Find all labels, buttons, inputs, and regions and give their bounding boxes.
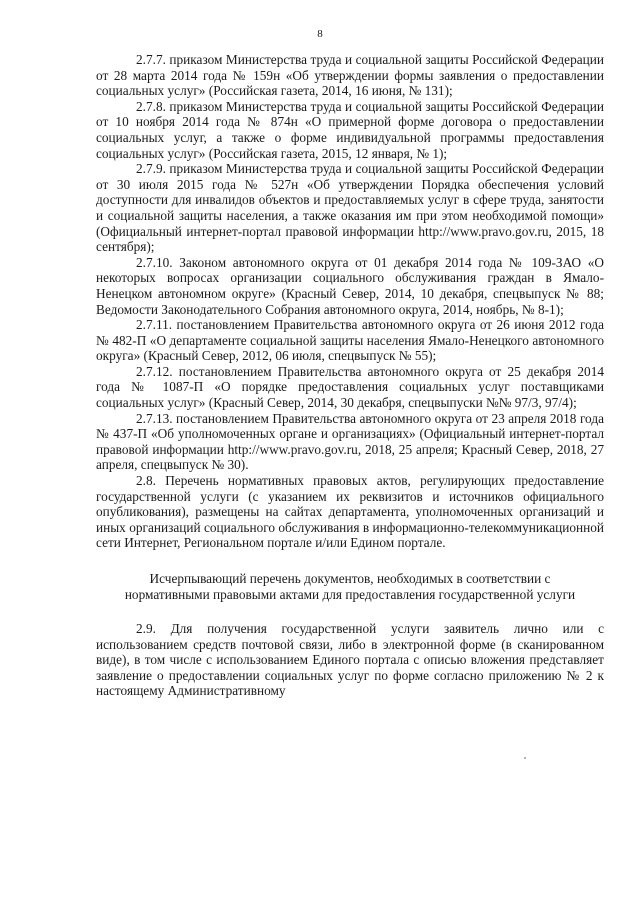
section-heading — [96, 571, 604, 603]
paragraph-2-7-8: 2.7.8. приказом Министерства труда и социальной защиты Российской Федерации от 10 ноября 2014 года № 874н «О примерной форме договора о предоставлении социальных услуг, а также о форме индивидуальной программы предоставления социальных услуг» (Российская газета, 2015, 12 января, № 1); — [96, 98, 604, 161]
page-number: 8 — [317, 28, 323, 40]
section-heading-line-2: нормативными правовыми актами для предоставления государственной услуги — [124, 587, 576, 602]
paragraph-2-9: 2.9. Для получения государственной услуги заявитель лично или с использованием средств почтовой связи, либо в электронной форме (в сканированном виде), в том числе с использованием Единого портала с описью вложения представляет заявление о предоставлении социальных услуг по форме согласно приложению № 2 к настоящему Административному — [96, 621, 604, 699]
paragraph-2-7-12: 2.7.12. постановлением Правительства автономного округа от 25 декабря 2014 года № 1087-П «О порядке предоставления социальных услуг поставщиками социальных услуг» (Красный Север, 2014, 30 декабря, спецвыпуски №№ 97/3, 97/4); — [96, 363, 604, 411]
paragraph-2-7-9: 2.7.9. приказом Министерства труда и социальной защиты Российской Федерации от 30 июля 2015 года № 527н «Об утверждении Порядка обеспечения условий доступности для инвалидов объектов и предоставляемых услуг в сфере труда, занятости и социальной защиты населения, а также оказания им при этом необходимой помощи» (Официальный интернет-портал правовой информации http://www.pravo.gov.ru, 2015, 18 сентября); — [96, 161, 604, 255]
paragraph-2-8: 2.8. Перечень нормативных правовых актов, регулирующих предоставление государственной услуги (с указанием их реквизитов и источников официального опубликования), размещены на сайтах департамента, уполномоченных организаций и иных организаций социального обслуживания в информационно-телекоммуникационной сети Интернет, Региональном портале и/или Едином портале. — [96, 473, 604, 551]
paragraph-2-7-13: 2.7.13. постановлением Правительства автономного округа от 23 апреля 2018 года № 437-П «Об уполномоченных органе и организациях» (Официальный интернет-портал правовой информации http://www.pravo.gov.ru, 2018, 25 апреля; Красный Север, 2018, 27 апреля, спецвыпуск № 30). — [96, 410, 604, 473]
paragraph-2-7-10: 2.7.10. Законом автономного округа от 01 декабря 2014 года № 109-ЗАО «О некоторых вопросах организации социального обслуживания граждан в Ямало-Ненецком автономном округе» (Красный Север, 2014, 10 декабря, спецвыпуск № 88; Ведомости Законодательного Собрания автономного округа, 2014, ноябрь, № 8-1); — [96, 254, 604, 317]
section-heading-line-1: Исчерпывающий перечень документов, необходимых в соответствии с — [149, 571, 551, 586]
paragraph-2-7-7: 2.7.7. приказом Министерства труда и социальной защиты Российской Федерации от 28 марта 2014 года № 159н «Об утверждении формы заявления о предоставлении социальных услуг» (Российская газета, 2014, 16 июня, № 131); — [96, 52, 604, 99]
paragraph-2-7-11: 2.7.11. постановлением Правительства автономного округа от 26 июня 2012 года № 482-П «О департаменте социальной защиты населения Ямало-Ненецкого автономного округа» (Красный Север, 2012, 06 июля, спецвыпуск № 55); — [96, 317, 604, 364]
document-body — [96, 52, 604, 699]
scan-artifact — [524, 757, 526, 759]
